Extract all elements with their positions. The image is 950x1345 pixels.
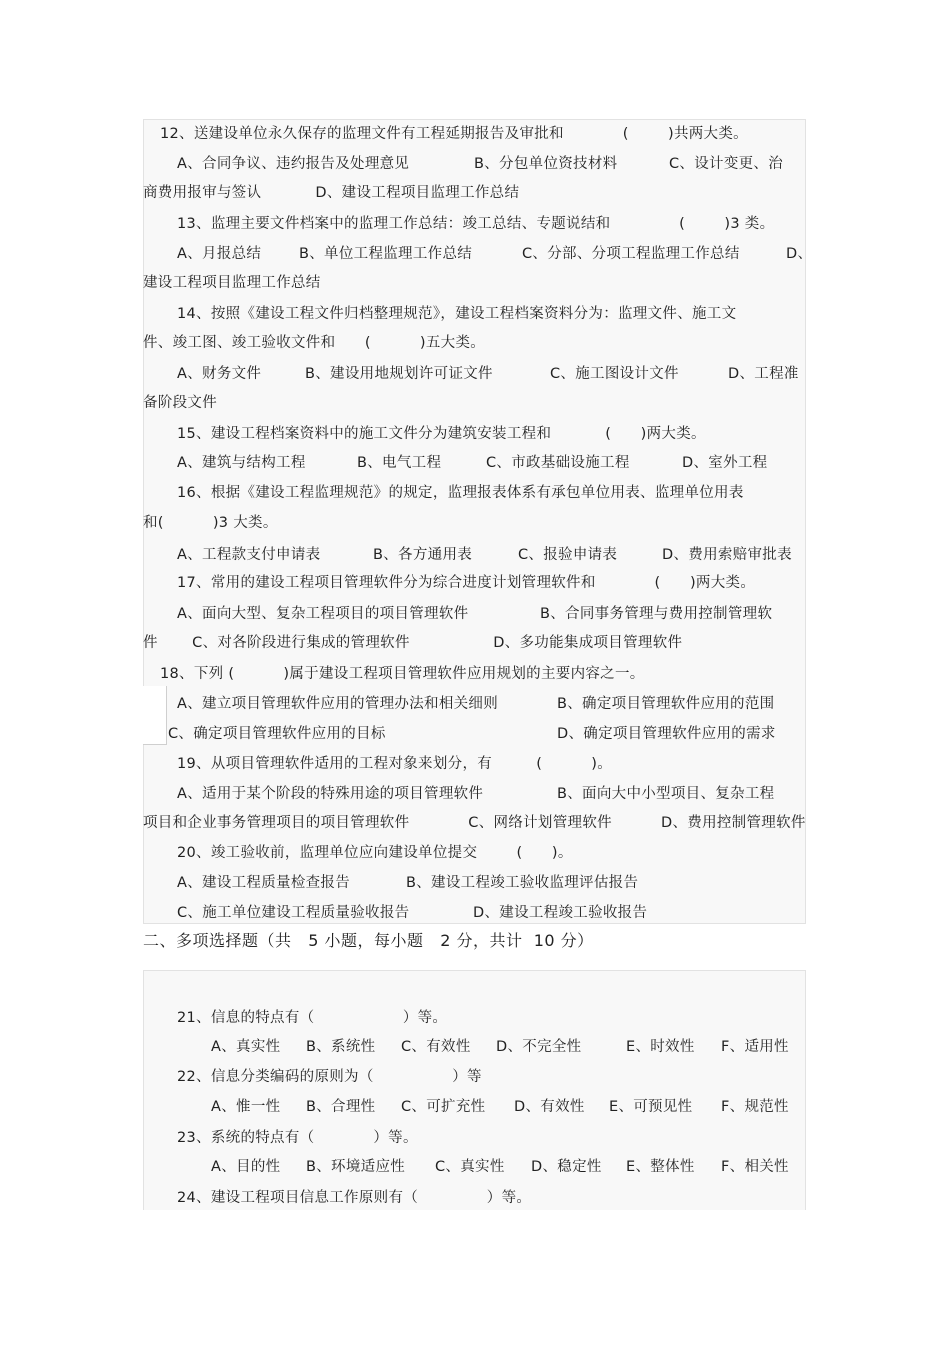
q15-stem: 15、建设工程档案资料中的施工文件分为建筑安装工程和 ( )两大类。 [177,426,706,442]
q14-continuation-2: 备阶段文件 [143,395,217,411]
q21-option-f: F、适用性 [721,1039,789,1055]
q23-stem: 23、系统的特点有（ ）等。 [177,1130,418,1146]
q18-option-c: C、确定项目管理软件应用的目标 [168,726,386,742]
q17-option-b: B、合同事务管理与费用控制管理软 [540,606,773,622]
q13-option-a: A、月报总结 [177,246,262,262]
q22-option-c: C、可扩充性 [401,1099,486,1115]
q16-option-a: A、工程款支付申请表 [177,547,321,563]
q22-option-e: E、可预见性 [609,1099,693,1115]
q22-option-b: B、合理性 [306,1099,376,1115]
q21-stem: 21、信息的特点有（ ）等。 [177,1010,448,1026]
q18-stem: 18、下列 ( )属于建设工程项目管理软件应用规划的主要内容之一。 [160,666,645,682]
q12-option-b: B、分包单位资技材料 [474,156,618,172]
q20-option-c: C、施工单位建设工程质量验收报告 [177,905,410,921]
q16-stem: 16、根据《建设工程监理规范》的规定，监理报表体系有承包单位用表、监理单位用表 [177,485,744,501]
q18-option-d: D、确定项目管理软件应用的需求 [557,726,776,742]
q19-stem: 19、从项目管理软件适用的工程对象来划分，有 ( )。 [177,756,613,772]
q20-option-d: D、建设工程竣工验收报告 [473,905,648,921]
q16-option-c: C、报验申请表 [518,547,618,563]
q20-option-a: A、建设工程质量检查报告 [177,875,351,891]
q19-continuation: 项目和企业事务管理项目的项目管理软件 C、网络计划管理软件 D、费用控制管理软件 [143,815,806,831]
q18-option-b: B、确定项目管理软件应用的范围 [557,696,775,712]
q17-option-a: A、面向大型、复杂工程项目的项目管理软件 [177,606,469,622]
q13-option-b: B、单位工程监理工作总结 [299,246,473,262]
section-heading-multiple-choice: 二、多项选择题（共 5 小题，每小题 2 分，共计 10 分） [143,931,594,950]
q23-option-b: B、环境适应性 [306,1159,406,1175]
q20-option-b: B、建设工程竣工验收监理评估报告 [406,875,639,891]
q20-stem: 20、竣工验收前，监理单位应向建设单位提交 ( )。 [177,845,573,861]
q19-option-b: B、面向大中小型项目、复杂工程 [557,786,775,802]
q14-option-a: A、财务文件 [177,366,262,382]
q21-option-a: A、真实性 [211,1039,281,1055]
q22-option-a: A、惟一性 [211,1099,281,1115]
q21-option-d: D、不完全性 [496,1039,582,1055]
q21-option-e: E、时效性 [626,1039,695,1055]
q13-stem: 13、监理主要文件档案中的监理工作总结：竣工总结、专题说结和 ( )3 类。 [177,216,775,232]
q22-stem: 22、信息分类编码的原则为（ ）等 [177,1069,482,1085]
q13-continuation: 建设工程项目监理工作总结 [143,275,321,291]
q15-option-b: B、电气工程 [357,455,442,471]
q14-option-b: B、建设用地规划许可证文件 [305,366,493,382]
q13-option-d: D、 [786,246,813,262]
q15-option-d: D、室外工程 [682,455,768,471]
q14-option-c: C、施工图设计文件 [550,366,679,382]
q12-continuation: 商费用报审与签认 D、建设工程项目监理工作总结 [143,185,520,201]
q18-option-a: A、建立项目管理软件应用的管理办法和相关细则 [177,696,499,712]
q23-option-a: A、目的性 [211,1159,281,1175]
q22-option-f: F、规范性 [721,1099,789,1115]
q23-option-e: E、整体性 [626,1159,695,1175]
q24-stem: 24、建设工程项目信息工作原则有（ ）等。 [177,1190,532,1206]
q19-option-a: A、适用于某个阶段的特殊用途的项目管理软件 [177,786,484,802]
q23-option-f: F、相关性 [721,1159,789,1175]
q15-option-a: A、建筑与结构工程 [177,455,306,471]
q12-option-c: C、设计变更、治 [669,156,784,172]
q14-stem: 14、按照《建设工程文件归档整理规范》，建设工程档案资料分为：监理文件、施工文 [177,306,737,322]
q13-option-c: C、分部、分项工程监理工作总结 [522,246,740,262]
q22-option-d: D、有效性 [514,1099,585,1115]
q14-option-d: D、工程准 [728,366,799,382]
q14-continuation: 件、竣工图、竣工验收文件和 ( )五大类。 [143,335,486,351]
q23-option-c: C、真实性 [435,1159,505,1175]
q23-option-d: D、稳定性 [531,1159,602,1175]
q15-option-c: C、市政基础设施工程 [486,455,630,471]
q16-option-b: B、各方通用表 [373,547,473,563]
q17-stem: 17、常用的建设工程项目管理软件分为综合进度计划管理软件和 ( )两大类。 [177,575,756,591]
q21-option-c: C、有效性 [401,1039,471,1055]
q16-option-d: D、费用索赔审批表 [662,547,792,563]
q16-continuation: 和( )3 大类。 [143,515,278,531]
q21-option-b: B、系统性 [306,1039,376,1055]
scan-notch [143,686,167,745]
q12-option-a: A、合同争议、违约报告及处理意见 [177,156,410,172]
q12-stem: 12、送建设单位永久保存的监理文件有工程延期报告及审批和 ( )共两大类。 [160,126,748,142]
q17-continuation: 件 C、对各阶段进行集成的管理软件 D、多功能集成项目管理软件 [143,635,683,651]
